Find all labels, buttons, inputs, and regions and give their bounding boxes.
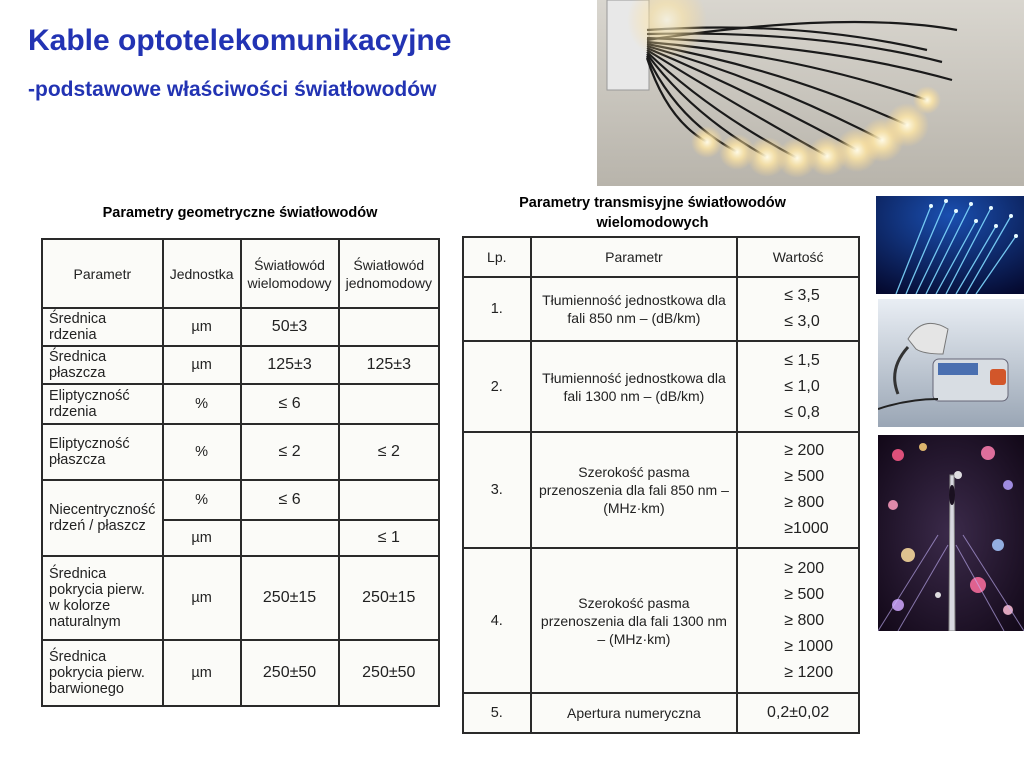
value-line: ≥ 500 (784, 468, 825, 485)
unit-cell: % (163, 480, 241, 520)
header-jednostka: Jednostka (163, 239, 241, 308)
transmission-parameters-table (462, 236, 860, 734)
table-row (463, 548, 859, 693)
table-row (42, 308, 439, 346)
value-line: ≤ 3,5 (784, 287, 820, 305)
table-row (42, 384, 439, 424)
lp-cell: 4. (463, 548, 531, 693)
unit-cell: µm (163, 520, 241, 556)
geometric-table-caption: Parametry geometryczne światłowodów (102, 205, 378, 221)
slide-title: Kable optotelekomunikacyjne (28, 24, 452, 57)
value-line: ≤ 3,0 (784, 313, 820, 331)
multi-value-cell: 125±3 (241, 346, 339, 384)
geometric-parameters-table (41, 238, 440, 707)
lp-cell: 5. (463, 693, 531, 733)
fiber-tool-photo (878, 299, 1024, 427)
value-line: ≥ 500 (784, 585, 825, 603)
slide-subtitle: -podstawowe właściwości światłowodów (28, 78, 437, 101)
table-row (42, 640, 439, 706)
lp-cell: 3. (463, 432, 531, 548)
unit-cell: µm (163, 556, 241, 640)
param-cell: Niecentryczność rdzeń / płaszcz (42, 480, 163, 556)
header-jednomodowy: Światłowód jednomodowy (339, 239, 439, 308)
value-cell (737, 432, 859, 548)
transmission-table-caption: Parametry transmisyjne światłowodów wielomodowych (519, 195, 786, 231)
value-line: ≥ 200 (784, 559, 825, 577)
table-row (42, 480, 439, 520)
param-cell: Apertura numeryczna (531, 693, 738, 733)
param-cell: Średnica pokrycia pierw. barwionego (42, 640, 163, 706)
value-line: ≤ 0,8 (784, 403, 820, 421)
value-line: ≥ 800 (784, 611, 825, 629)
table-row (42, 556, 439, 640)
param-cell: Tłumienność jednostkowa dla fali 850 nm – (dB/km) (531, 277, 738, 341)
param-cell: Eliptyczność rdzenia (42, 384, 163, 424)
value-line: ≤ 1,0 (784, 377, 820, 395)
unit-cell: % (163, 424, 241, 480)
param-cell: Tłumienność jednostkowa dla fali 1300 nm – (dB/km) (531, 341, 738, 431)
value-line: ≥ 1200 (784, 663, 834, 681)
single-value-cell (339, 480, 439, 520)
value-line: ≥ 200 (784, 442, 825, 459)
single-value-cell (339, 308, 439, 346)
param-cell: Średnica rdzenia (42, 308, 163, 346)
multi-value-cell: ≤ 6 (241, 384, 339, 424)
param-cell: Średnica pokrycia pierw. w kolorze naturalnym (42, 556, 163, 640)
unit-cell: µm (163, 640, 241, 706)
needle-fibers-photo (878, 435, 1024, 631)
value-line: ≥1000 (784, 520, 829, 537)
table-row (42, 346, 439, 384)
needle-fibers-icon (878, 435, 1024, 631)
fiber-bundle-icon (597, 0, 1024, 186)
table-header-row (463, 237, 859, 277)
header-parametr: Parametr (42, 239, 163, 308)
table-row (463, 341, 859, 431)
multi-value-cell: ≤ 6 (241, 480, 339, 520)
table-row (463, 432, 859, 548)
multi-value-cell: 250±15 (241, 556, 339, 640)
single-value-cell: 250±15 (339, 556, 439, 640)
table-row (463, 693, 859, 733)
value-line: ≥ 1000 (784, 637, 834, 655)
value-cell (737, 341, 859, 431)
lp-cell: 2. (463, 341, 531, 431)
param-cell: Eliptyczność płaszcza (42, 424, 163, 480)
header-wielomodowy: Światłowód wielomodowy (241, 239, 339, 308)
value-cell (737, 548, 859, 693)
value-line: ≥ 800 (784, 494, 825, 511)
single-value-cell: ≤ 2 (339, 424, 439, 480)
multi-value-cell: 50±3 (241, 308, 339, 346)
header-wartosc: Wartość (737, 237, 859, 277)
value-line: ≤ 1,5 (784, 351, 820, 369)
table-row (463, 277, 859, 341)
unit-cell: µm (163, 308, 241, 346)
value-cell: 0,2±0,02 (737, 693, 859, 733)
table-header-row (42, 239, 439, 308)
value-cell (737, 277, 859, 341)
fiber-bundle-photo (597, 0, 1024, 186)
single-value-cell (339, 384, 439, 424)
blue-fibers-photo (876, 196, 1024, 294)
multi-value-cell (241, 520, 339, 556)
unit-cell: µm (163, 346, 241, 384)
multi-value-cell: ≤ 2 (241, 424, 339, 480)
single-value-cell: 250±50 (339, 640, 439, 706)
table-row (42, 424, 439, 480)
param-cell: Średnica płaszcza (42, 346, 163, 384)
param-cell: Szerokość pasma przenoszenia dla fali 1300 nm – (MHz·km) (531, 548, 738, 693)
lp-cell: 1. (463, 277, 531, 341)
fiber-tool-icon (878, 299, 1024, 427)
single-value-cell: 125±3 (339, 346, 439, 384)
unit-cell: % (163, 384, 241, 424)
header-lp: Lp. (463, 237, 531, 277)
param-cell: Szerokość pasma przenoszenia dla fali 850 nm – (MHz·km) (531, 432, 738, 548)
multi-value-cell: 250±50 (241, 640, 339, 706)
header-parametr: Parametr (531, 237, 738, 277)
blue-fibers-icon (876, 196, 1024, 294)
single-value-cell: ≤ 1 (339, 520, 439, 556)
